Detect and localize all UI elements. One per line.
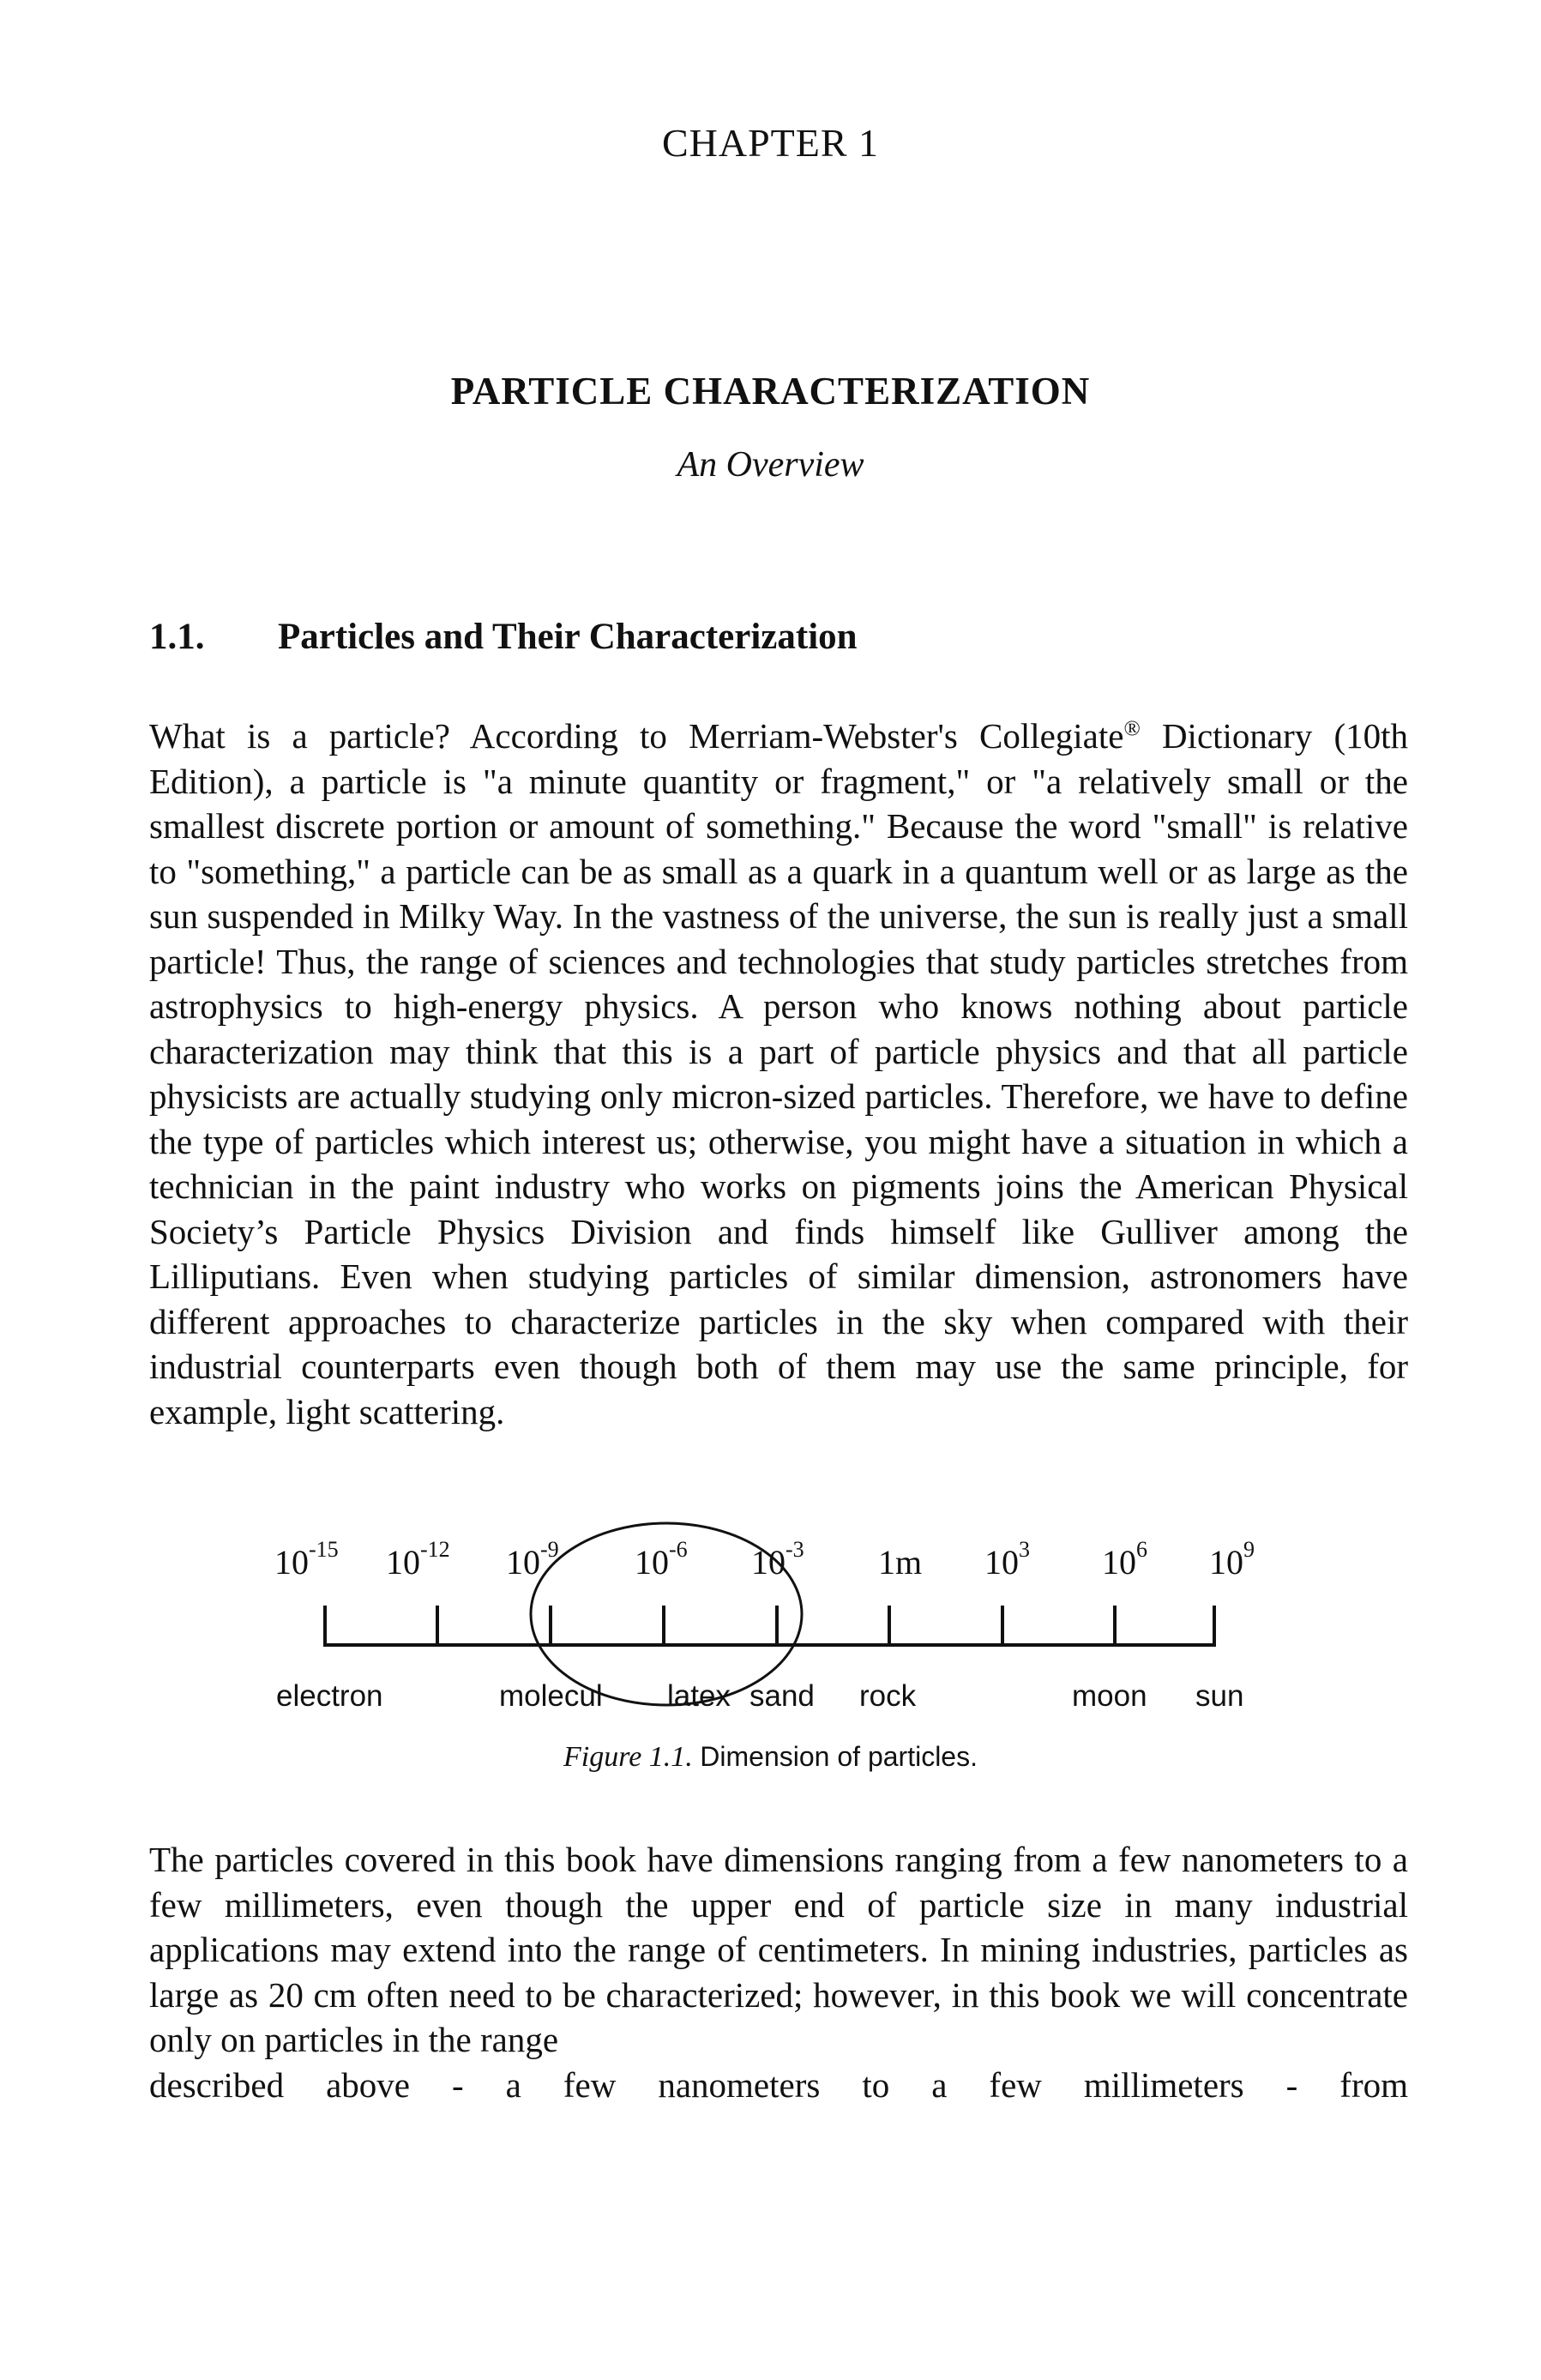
scale-exp: -3 <box>786 1537 804 1562</box>
scale-label <box>386 1537 450 1582</box>
scale-label <box>506 1537 559 1582</box>
category-label: sand <box>749 1679 815 1713</box>
category-label: rock <box>859 1679 917 1713</box>
scale-label <box>635 1537 688 1582</box>
scale-base: 10 <box>751 1543 786 1582</box>
paragraph-1-text-b: Dictionary (10th Edition), a particle is "a minute quantity or fragment," or "a relatively small or the smallest discrete portion or amount of something." Because the word "small" is relative to "something," a particle can be as small as a quark in a quantum well or as large as the sun suspended in Milky Way. In the vastness of the universe, the sun is really just a small particle! Thus, the range of sciences and technologies that study particles stretches from astrophysics to high-energy physics. A person who knows nothing about particle characterization may think that this is a part of particle physics and that all particle physicists are actually studying only micron-sized particles. Therefore, we have to define the type of particles which interest us; otherwise, you might have a situation in which a technician in the paint industry who works on pigments joins the American Physical Society’s Particle Physics Division and finds himself like Gulliver among the Lilliputians. Even when studying particles of similar dimension, astronomers have different approaches to characterize particles in the sky when compared with their industrial counterparts even though both of them may use the same principle, for example, light scattering. <box>149 716 1408 1431</box>
registered-mark: ® <box>1123 716 1141 741</box>
figure-scale-diagram <box>257 1509 1286 1732</box>
scale-label <box>984 1537 1030 1582</box>
scale-base: 10 <box>635 1543 669 1582</box>
category-label: latex <box>667 1679 731 1713</box>
paragraph-2-last-line: described above - a few nanometers to a few millimeters - from <box>149 2064 1408 2105</box>
paragraph-2-text: The particles covered in this book have dimensions ranging from a few nanometers to a few millimeters, even though the upper end of particle size in many industrial applications may extend into the range of centimeters. In mining industries, particles as large as 20 cm often need to be characterized; however, in this book we will concentrate only on particles in the range <box>149 1840 1408 2059</box>
particle-dimension-figure <box>257 1509 1286 1750</box>
category-label: moon <box>1072 1679 1147 1713</box>
scale-base: 10 <box>1102 1543 1136 1582</box>
chapter-heading: CHAPTER 1 <box>661 121 880 165</box>
scale-label <box>1102 1537 1147 1582</box>
scale-exp: -15 <box>309 1537 339 1562</box>
figure-caption <box>0 1741 1541 1774</box>
scale-exp: 9 <box>1243 1537 1255 1562</box>
scale-label <box>878 1543 922 1582</box>
scale-base: 1m <box>878 1543 923 1582</box>
section-heading <box>149 616 858 658</box>
scale-exp: 6 <box>1136 1537 1147 1562</box>
category-label: electron <box>276 1679 383 1713</box>
category-label: molecul <box>499 1679 603 1713</box>
scale-label <box>274 1537 339 1582</box>
scale-exp: -6 <box>669 1537 688 1562</box>
scale-exp: -12 <box>420 1537 450 1562</box>
scale-base: 10 <box>274 1543 309 1582</box>
scale-base: 10 <box>506 1543 540 1582</box>
scale-base: 10 <box>984 1543 1019 1582</box>
figure-caption-label: Figure 1.1. <box>563 1741 693 1773</box>
category-label: sun <box>1195 1679 1244 1713</box>
scale-exp: -9 <box>540 1537 559 1562</box>
paragraph-1-text-a: What is a particle? According to Merriam-Webster's Collegiate <box>149 716 1124 756</box>
figure-caption-text: Dimension of particles. <box>700 1741 978 1772</box>
scale-exp: 3 <box>1019 1537 1030 1562</box>
body-paragraph-2 <box>149 1837 1408 2107</box>
scale-base: 10 <box>386 1543 420 1582</box>
section-number: 1.1. <box>149 617 205 657</box>
scale-base: 10 <box>1209 1543 1243 1582</box>
scale-label <box>1209 1537 1255 1582</box>
chapter-subtitle: An Overview <box>677 445 864 485</box>
chapter-title: PARTICLE CHARACTERIZATION <box>450 370 1091 413</box>
body-paragraph-1 <box>149 714 1408 1434</box>
scale-label <box>751 1537 804 1582</box>
section-title: Particles and Their Characterization <box>278 617 858 657</box>
